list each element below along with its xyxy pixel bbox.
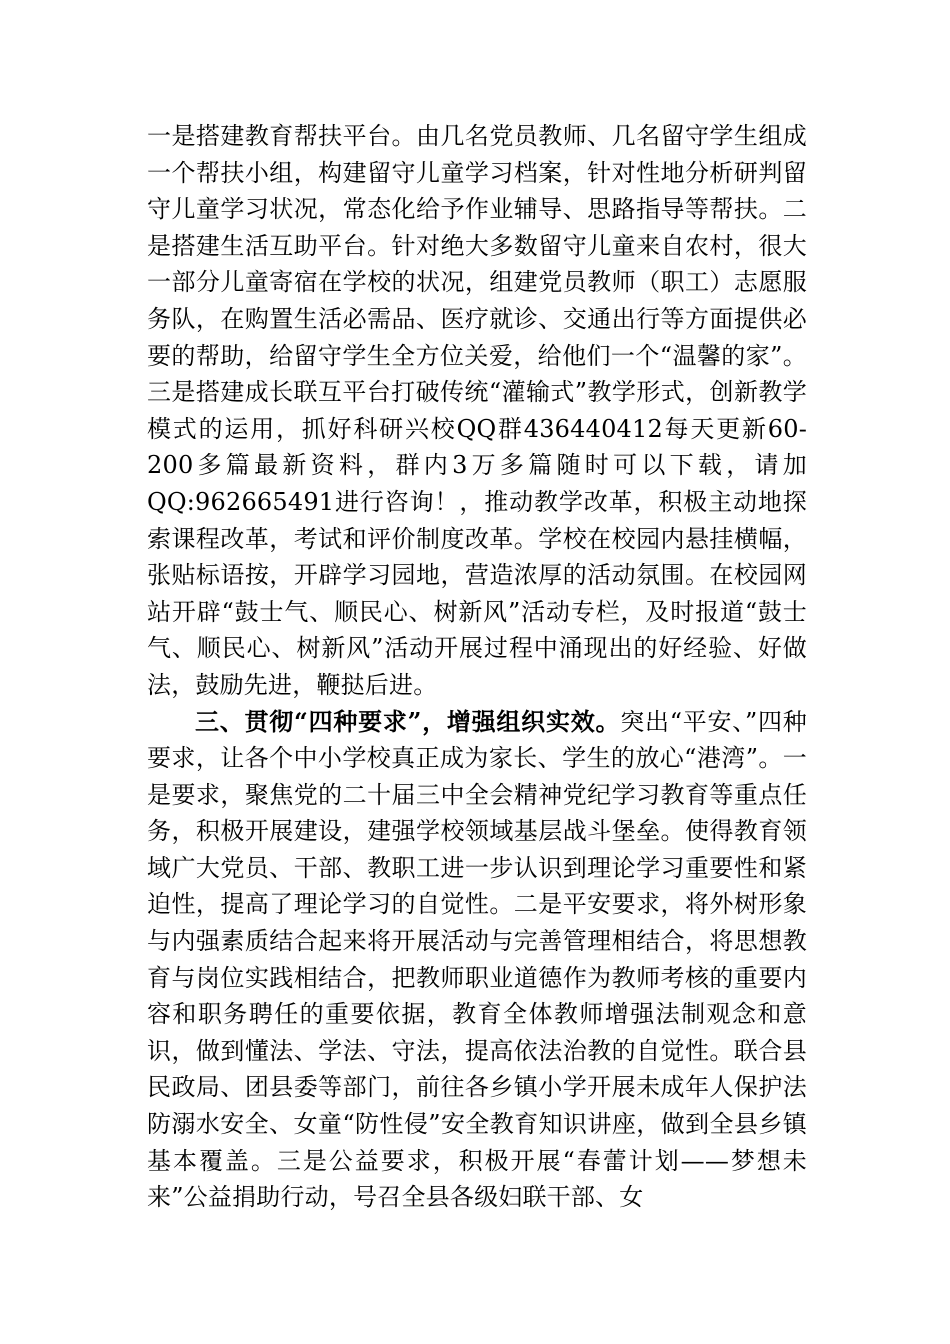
body-paragraph-1 [147,118,807,704]
section-heading: 三、贯彻“四种要求”，增强组织实效。 [195,706,621,736]
paragraph-2-text: 突出“平安、”四种要求，让各个中小学校真正成为家长、学生的放心“港湾”。一是要求，聚焦党的二十届三中全会精神党纪学习教育等重点任务，积极开展建设，建强学校领域基层战斗堡垒。使得教育领域广大党员、干部、教职工进一步认识到理论学习重要性和紧迫性，提高了理论学习的自觉性。二是平安要求，将外树形象与内强素质结合起来将开展活动与完善管理相结合，将思想教育与岗位实践相结合，把教师职业道德作为教师考核的重要内容和职务聘任的重要依据，教育全体教师增强法制观念和意识，做到懂法、学法、守法，提高依法治教的自觉性。联合县民政局、团县委等部门，前往各乡镇小学开展未成年人保护法防溺水安全、女童“防性侵”安全教育知识讲座，做到全县乡镇基本覆盖。三是公益要求，积极开展“春蕾计划——梦想未来”公益捐助行动，号召全县各级妇联干部、女 [147,707,807,1212]
document-page [147,118,807,1216]
paragraph-1-text: 一是搭建教育帮扶平台。由几名党员教师、几名留守学生组成一个帮扶小组，构建留守儿童学习档案，针对性地分析研判留守儿童学习状况，常态化给予作业辅导、思路指导等帮扶。二是搭建生活互助平台。针对绝大多数留守儿童来自农村，很大一部分儿童寄宿在学校的状况，组建党员教师（职工）志愿服务队，在购置生活必需品、医疗就诊、交通出行等方面提供必要的帮助，给留守学生全方位关爱，给他们一个“温馨的家”。三是搭建成长联互平台打破传统“灌输式”教学形式，创新教学模式的运用，抓好科研兴校QQ群436440412每天更新60-200多篇最新资料，群内3万多篇随时可以下载，请加QQ:962665491进行咨询！，推动教学改革，积极主动地探索课程改革，考试和评价制度改革。学校在校园内悬挂横幅，张贴标语按，开辟学习园地，营造浓厚的活动氛围。在校园网站开辟“鼓士气、顺民心、树新风”活动专栏，及时报道“鼓士气、顺民心、树新风”活动开展过程中涌现出的好经验、好做法，鼓励先进，鞭挞后进。 [147,122,807,699]
body-paragraph-2 [147,704,807,1216]
